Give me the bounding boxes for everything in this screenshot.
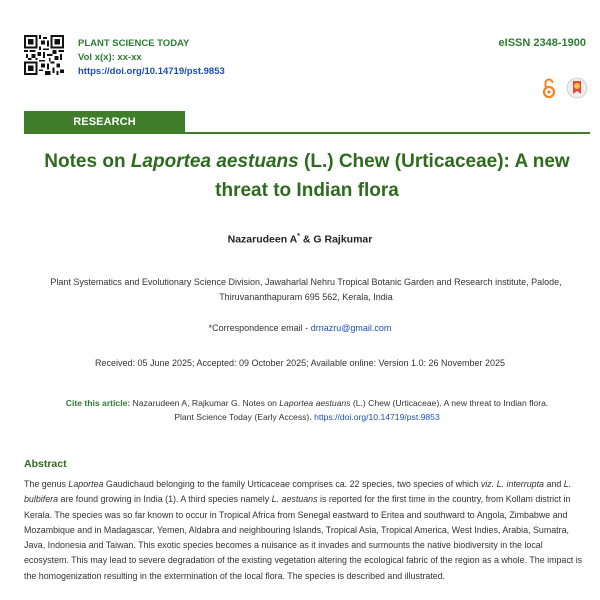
abstract-i4: L. aestuans (271, 494, 318, 505)
cite-label: Cite this article: (65, 398, 131, 408)
affiliation-line-2: Thiruvananthapuram 695 562, Kerala, India (219, 292, 393, 302)
section-label: RESEARCH COMMUNICATION (24, 111, 185, 133)
citation-line-2 (24, 410, 590, 424)
affiliation-line-1: Plant Systematics and Evolutionary Science Division, Jawaharlal Nehru Tropical Botanic Garden and Research institute, Palode, (50, 277, 562, 287)
correspondence-email-link[interactable]: drnazru@gmail.com (310, 323, 392, 333)
abstract-s1: The genus (24, 479, 69, 489)
cite-text-1: Nazarudeen A, Rajkumar G. Notes on (130, 398, 280, 408)
cite-species: Laportea aestuans (279, 398, 351, 408)
authors (0, 233, 600, 246)
abstract-s4: are found growing in India (1). A third species namely (58, 494, 272, 505)
author-2: & G Rajkumar (300, 233, 373, 246)
eissn-label: eISSN 2348-1900 (498, 37, 586, 49)
abstract-body (24, 477, 588, 584)
abstract-i3: L. bulbifera (24, 479, 572, 505)
doi-link[interactable]: https://doi.org/10.14719/pst.9853 (78, 66, 225, 77)
abstract-i1: Laportea (68, 479, 104, 489)
check-for-updates-icon[interactable] (566, 77, 588, 99)
abstract-s2: Gaudichaud belonging to the family Urticaceae comprises ca. 22 species, two species of which (103, 479, 481, 489)
correspondence (0, 323, 600, 333)
abstract-s5: is reported for the first time in the country, from Kollam district in Kerala. The species was so far known to occur in Tropical Africa from Senegal eastward to Eritea and southward to Angola, Zimbabwe and Mozambique and in Madagascar, Yemen, Aldabra and neighbouring Islands, Tropical Asia, Tropical America, West Indies, Arabia, Sumatra, Java, Indonesia and Taiwan. This exotic species becomes a nuisance as it invades and surmounts the native biodiversity in the local ecosystem. This may lead to severe degradation of the existing vegetation altering the ecological fabric of the region as a whole. The impact is the homogenization resulting in the extermination of the local flora. The species is described and illustrated. (24, 494, 583, 581)
title-species: Laportea aestuans (130, 151, 299, 172)
abstract-s3: and (543, 479, 564, 489)
citation (24, 396, 590, 424)
qr-code-icon (24, 35, 64, 75)
citation-line-1 (24, 396, 590, 410)
corresponding-marker: * (297, 233, 300, 240)
cite-doi-link[interactable]: https://doi.org/10.14719/pst.9853 (314, 412, 440, 422)
abstract-i2: viz. L. interrupta (480, 479, 544, 489)
journal-header (78, 37, 225, 79)
open-access-icon[interactable] (542, 77, 556, 99)
title-part1: Notes on (44, 151, 131, 172)
affiliation (36, 275, 576, 305)
correspondence-label: *Correspondence email - (208, 323, 311, 333)
abstract-heading: Abstract (24, 458, 67, 470)
cite-text-2: (L.) Chew (Urticaceae). A new threat to Indian flora. (350, 398, 549, 408)
journal-name: PLANT SCIENCE TODAY (78, 38, 190, 49)
journal-volume: Vol x(x): xx-xx (78, 52, 142, 63)
author-1: Nazarudeen A (227, 233, 298, 246)
article-title (24, 147, 590, 205)
publication-dates: Received: 05 June 2025; Accepted: 09 October 2025; Available online: Version 1.0: 26 November 2025 (94, 358, 506, 368)
section-rule (24, 132, 590, 134)
cite-text-3: Plant Science Today (Early Access). (174, 412, 315, 422)
title-part2: (L.) Chew (Urticaceae): A new threat to Indian flora (215, 151, 570, 201)
